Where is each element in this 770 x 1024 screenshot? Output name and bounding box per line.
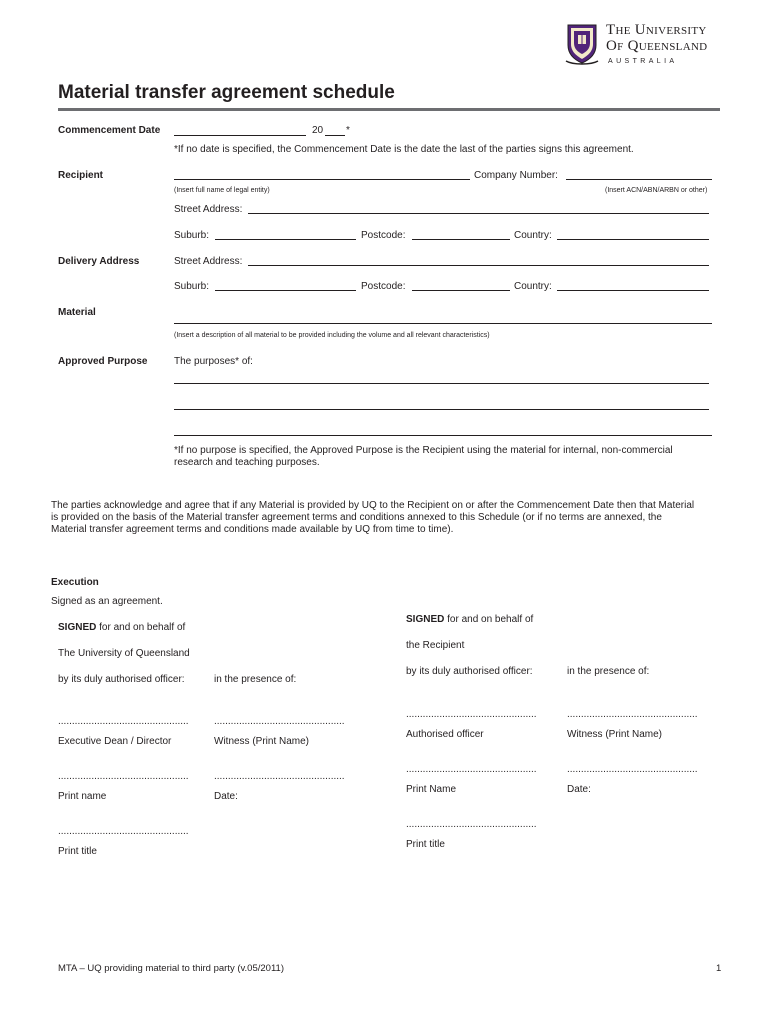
signed-as-agreement: Signed as an agreement. bbox=[51, 596, 163, 607]
uq-signature-dots[interactable]: ............................................... bbox=[58, 716, 189, 727]
recipient-suburb-field[interactable] bbox=[215, 239, 356, 240]
recipient-postcode-field[interactable] bbox=[412, 239, 510, 240]
recipient-officer-label: by its duly authorised officer: bbox=[406, 666, 533, 677]
delivery-address-label: Delivery Address bbox=[58, 256, 140, 267]
uq-print-title-label: Print title bbox=[58, 846, 97, 857]
acn-hint: (Insert ACN/ABN/ARBN or other) bbox=[605, 187, 708, 194]
recipient-signed-line bbox=[406, 614, 533, 625]
recipient-witness-label: Witness (Print Name) bbox=[567, 729, 663, 740]
recipient-print-name-dots[interactable]: ............................................... bbox=[406, 764, 537, 775]
year-suffix: * bbox=[346, 125, 350, 136]
purpose-note-line2: research and teaching purposes. bbox=[174, 457, 320, 468]
university-country: AUSTRALIA bbox=[608, 58, 678, 65]
recipient-suburb-label: Suburb: bbox=[174, 230, 210, 241]
title-rule bbox=[58, 108, 720, 111]
material-label: Material bbox=[58, 307, 96, 318]
recipient-date-label: Date: bbox=[567, 784, 591, 795]
delivery-postcode-label: Postcode: bbox=[361, 281, 406, 292]
recipient-signed-bold: SIGNED bbox=[406, 614, 445, 625]
uq-officer-label: by its duly authorised officer: bbox=[58, 674, 185, 685]
purpose-field-line3[interactable] bbox=[174, 435, 712, 436]
delivery-street-label: Street Address: bbox=[174, 256, 243, 267]
uq-signed-rest: for and on behalf of bbox=[96, 622, 186, 633]
recipient-print-name-label: Print Name bbox=[406, 784, 457, 795]
recipient-print-title-dots[interactable]: ............................................... bbox=[406, 819, 537, 830]
uq-date-dots[interactable]: ............................................... bbox=[214, 771, 345, 782]
recipient-entity: the Recipient bbox=[406, 640, 465, 651]
acknowledgement-line2: is provided on the basis of the Material transfer agreement terms and conditions annexed to this Schedule (or if no terms are annexed, the bbox=[51, 512, 662, 523]
purpose-field-line1[interactable] bbox=[174, 383, 709, 384]
page-number: 1 bbox=[716, 963, 722, 974]
delivery-street-field[interactable] bbox=[248, 265, 709, 266]
recipient-country-field[interactable] bbox=[557, 239, 709, 240]
delivery-suburb-field[interactable] bbox=[215, 290, 356, 291]
uq-witness-label: Witness (Print Name) bbox=[214, 736, 310, 747]
uq-print-name-dots[interactable]: ............................................... bbox=[58, 771, 189, 782]
university-name-line1: The University bbox=[606, 22, 707, 38]
recipient-auth-officer-label: Authorised officer bbox=[406, 729, 484, 740]
uq-date-label: Date: bbox=[214, 791, 238, 802]
uq-presence-label: in the presence of: bbox=[214, 674, 297, 685]
commencement-date-field[interactable] bbox=[174, 135, 306, 136]
recipient-print-title-label: Print title bbox=[406, 839, 445, 850]
execution-heading: Execution bbox=[51, 577, 99, 588]
company-number-label: Company Number: bbox=[474, 170, 558, 181]
purpose-note-line1: *If no purpose is specified, the Approved Purpose is the Recipient using the material for internal, non-commercial bbox=[174, 445, 673, 456]
recipient-signature-dots[interactable]: ............................................... bbox=[406, 709, 537, 720]
year-prefix: 20 bbox=[312, 125, 324, 136]
purpose-field-line2[interactable] bbox=[174, 409, 709, 410]
uq-print-title-dots[interactable]: ............................................... bbox=[58, 826, 189, 837]
page-title: Material transfer agreement schedule bbox=[58, 82, 395, 103]
commencement-date-label: Commencement Date bbox=[58, 125, 161, 136]
commencement-note: *If no date is specified, the Commencement Date is the date the last of the parties signs this agreement. bbox=[174, 144, 634, 155]
recipient-postcode-label: Postcode: bbox=[361, 230, 406, 241]
delivery-suburb-label: Suburb: bbox=[174, 281, 210, 292]
delivery-country-label: Country: bbox=[514, 281, 552, 292]
acknowledgement-line1: The parties acknowledge and agree that if any Material is provided by UQ to the Recipient on or after the Commencement Date then that Material bbox=[51, 500, 695, 511]
company-number-field[interactable] bbox=[566, 179, 712, 180]
acknowledgement-line3: Material transfer agreement terms and conditions made available by UQ from time to time). bbox=[51, 524, 454, 535]
uq-signed-line bbox=[58, 622, 185, 633]
recipient-street-field[interactable] bbox=[248, 213, 709, 214]
uq-witness-signature-dots[interactable]: ............................................... bbox=[214, 716, 345, 727]
delivery-postcode-field[interactable] bbox=[412, 290, 510, 291]
delivery-country-field[interactable] bbox=[557, 290, 709, 291]
recipient-label: Recipient bbox=[58, 170, 104, 181]
university-name-line2: Of Queensland bbox=[606, 38, 708, 54]
material-field[interactable] bbox=[174, 323, 712, 324]
purposes-of-text: The purposes* of: bbox=[174, 356, 253, 367]
uq-crest-logo bbox=[565, 21, 599, 65]
recipient-date-dots[interactable]: ............................................... bbox=[567, 764, 698, 775]
legal-entity-hint: (Insert full name of legal entity) bbox=[174, 187, 270, 194]
material-hint: (Insert a description of all material to be provided including the volume and all relevant characteristics) bbox=[174, 332, 490, 339]
recipient-country-label: Country: bbox=[514, 230, 552, 241]
uq-print-name-label: Print name bbox=[58, 791, 107, 802]
uq-signed-bold: SIGNED bbox=[58, 622, 97, 633]
footer-document-id: MTA – UQ providing material to third party (v.05/2011) bbox=[58, 963, 284, 974]
recipient-street-label: Street Address: bbox=[174, 204, 243, 215]
uq-exec-dean-label: Executive Dean / Director bbox=[58, 736, 172, 747]
recipient-name-field[interactable] bbox=[174, 179, 470, 180]
year-field[interactable] bbox=[325, 135, 345, 136]
recipient-witness-signature-dots[interactable]: ............................................... bbox=[567, 709, 698, 720]
approved-purpose-label: Approved Purpose bbox=[58, 356, 148, 367]
recipient-presence-label: in the presence of: bbox=[567, 666, 650, 677]
uq-entity: The University of Queensland bbox=[58, 648, 190, 659]
recipient-signed-rest: for and on behalf of bbox=[444, 614, 534, 625]
